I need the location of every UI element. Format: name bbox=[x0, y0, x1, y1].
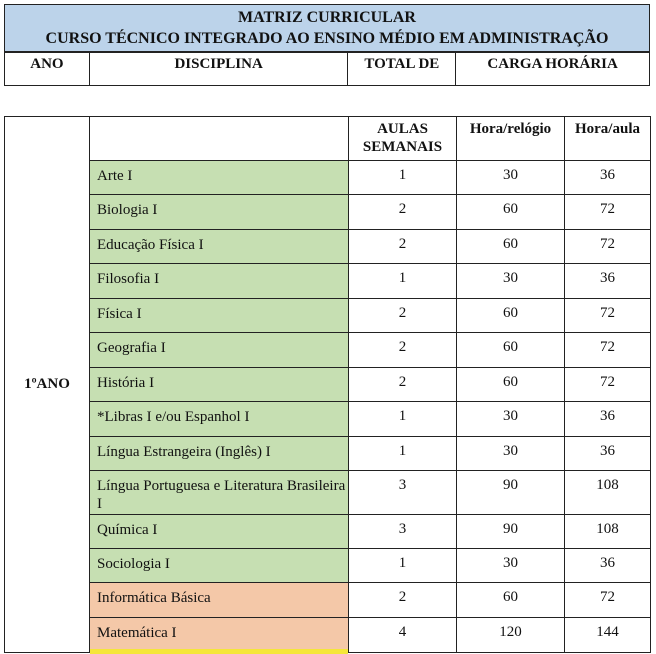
aulas-semanais-value: 1 bbox=[349, 264, 457, 299]
hora-aula-value: 108 bbox=[565, 471, 651, 515]
title-line-2: CURSO TÉCNICO INTEGRADO AO ENSINO MÉDIO EM ADMINISTRAÇÃO bbox=[45, 30, 609, 47]
hora-aula-value: 36 bbox=[565, 402, 651, 437]
table-row bbox=[5, 618, 651, 653]
subheader-row bbox=[5, 117, 651, 161]
table-row bbox=[5, 264, 651, 299]
aulas-semanais-value: 1 bbox=[349, 402, 457, 437]
subheader-empty-cell bbox=[90, 117, 349, 161]
header-ano: ANO bbox=[5, 53, 90, 86]
hora-relogio-value: 60 bbox=[457, 368, 565, 402]
table-row bbox=[5, 230, 651, 264]
subject-name: Biologia I bbox=[90, 195, 349, 230]
hora-relogio-value: 60 bbox=[457, 333, 565, 368]
hora-aula-value: 72 bbox=[565, 195, 651, 230]
hora-aula-value: 72 bbox=[565, 333, 651, 368]
subheader-hora-relogio: Hora/relógio bbox=[457, 117, 565, 161]
aulas-semanais-value: 3 bbox=[349, 515, 457, 549]
hora-relogio-value: 90 bbox=[457, 471, 565, 515]
subject-name: Física I bbox=[90, 299, 349, 333]
hora-relogio-value: 90 bbox=[457, 515, 565, 549]
aulas-semanais-value: 2 bbox=[349, 195, 457, 230]
aulas-semanais-value: 4 bbox=[349, 618, 457, 653]
hora-aula-value: 36 bbox=[565, 549, 651, 583]
hora-relogio-value: 60 bbox=[457, 230, 565, 264]
table-row bbox=[5, 161, 651, 195]
table-row bbox=[5, 471, 651, 515]
subject-name: Língua Portuguesa e Literatura Brasileira I bbox=[90, 471, 349, 515]
subject-name: Língua Estrangeira (Inglês) I bbox=[90, 437, 349, 471]
aulas-semanais-value: 2 bbox=[349, 333, 457, 368]
table-row bbox=[5, 583, 651, 618]
subject-name: Matemática I bbox=[90, 618, 349, 653]
hora-aula-value: 36 bbox=[565, 161, 651, 195]
table-row bbox=[5, 402, 651, 437]
table-row bbox=[5, 549, 651, 583]
table-row bbox=[5, 437, 651, 471]
subject-name: Química I bbox=[90, 515, 349, 549]
aulas-semanais-value: 2 bbox=[349, 583, 457, 618]
header-total-de: TOTAL DE bbox=[348, 53, 456, 86]
hora-aula-value: 108 bbox=[565, 515, 651, 549]
title-line-1: MATRIZ CURRICULAR bbox=[238, 9, 416, 26]
hora-aula-value: 144 bbox=[565, 618, 651, 653]
subject-name: Arte I bbox=[90, 161, 349, 195]
curriculum-table bbox=[4, 116, 651, 653]
hora-aula-value: 72 bbox=[565, 299, 651, 333]
aulas-semanais-value: 1 bbox=[349, 437, 457, 471]
document-title bbox=[4, 4, 650, 52]
hora-relogio-value: 30 bbox=[457, 402, 565, 437]
subject-name: Sociologia I bbox=[90, 549, 349, 583]
aulas-semanais-value: 2 bbox=[349, 230, 457, 264]
aulas-semanais-value: 1 bbox=[349, 161, 457, 195]
subheader-hora-aula: Hora/aula bbox=[565, 117, 651, 161]
hora-aula-value: 36 bbox=[565, 264, 651, 299]
column-header-table bbox=[4, 52, 650, 86]
hora-aula-value: 72 bbox=[565, 583, 651, 618]
table-row bbox=[5, 368, 651, 402]
table-row bbox=[5, 299, 651, 333]
aulas-semanais-value: 3 bbox=[349, 471, 457, 515]
table-row bbox=[5, 515, 651, 549]
hora-aula-value: 36 bbox=[565, 437, 651, 471]
hora-relogio-value: 60 bbox=[457, 299, 565, 333]
table-row bbox=[5, 333, 651, 368]
year-label: 1ºANO bbox=[5, 117, 90, 653]
subject-name: Geografia I bbox=[90, 333, 349, 368]
aulas-semanais-value: 1 bbox=[349, 549, 457, 583]
hora-relogio-value: 30 bbox=[457, 437, 565, 471]
subject-name: História I bbox=[90, 368, 349, 402]
hora-relogio-value: 60 bbox=[457, 583, 565, 618]
subject-name: *Libras I e/ou Espanhol I bbox=[90, 402, 349, 437]
subject-name: Educação Física I bbox=[90, 230, 349, 264]
aulas-semanais-value: 2 bbox=[349, 368, 457, 402]
hora-relogio-value: 120 bbox=[457, 618, 565, 653]
hora-aula-value: 72 bbox=[565, 230, 651, 264]
hora-relogio-value: 30 bbox=[457, 549, 565, 583]
hora-aula-value: 72 bbox=[565, 368, 651, 402]
subject-name: Filosofia I bbox=[90, 264, 349, 299]
aulas-semanais-value: 2 bbox=[349, 299, 457, 333]
header-carga-horaria: CARGA HORÁRIA bbox=[456, 53, 650, 86]
subheader-aulas-semanais: AULAS SEMANAIS bbox=[349, 117, 457, 161]
table-row bbox=[5, 195, 651, 230]
hora-relogio-value: 30 bbox=[457, 264, 565, 299]
hora-relogio-value: 30 bbox=[457, 161, 565, 195]
subject-name: Informática Básica bbox=[90, 583, 349, 618]
hora-relogio-value: 60 bbox=[457, 195, 565, 230]
header-disciplina: DISCIPLINA bbox=[89, 53, 348, 86]
next-row-highlight bbox=[90, 649, 348, 654]
